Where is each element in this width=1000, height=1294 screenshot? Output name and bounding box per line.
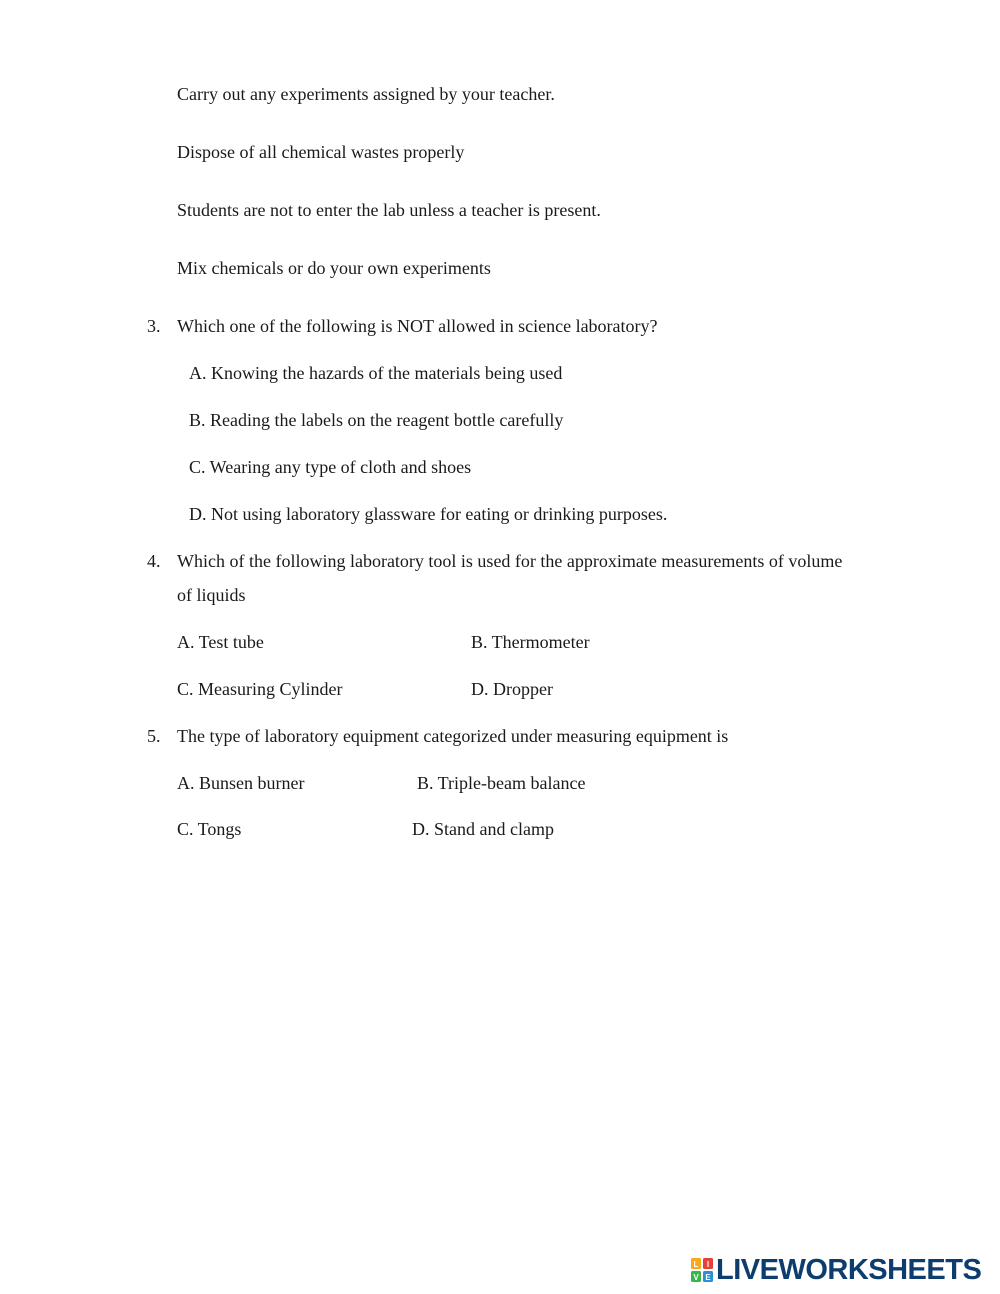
svg-text:V: V xyxy=(693,1273,699,1282)
liveworksheets-logo xyxy=(691,1255,981,1285)
question-number: 3. xyxy=(147,316,161,336)
option-c: C. Tongs xyxy=(177,819,242,839)
svg-text:L: L xyxy=(693,1260,699,1269)
question-text: Which of the following laboratory tool is used for the approximate measurements of volume xyxy=(177,551,843,571)
option-a: A. Knowing the hazards of the materials being used xyxy=(189,363,563,383)
option-text: Mix chemicals or do your own experiments xyxy=(177,258,491,278)
question-text-continued: of liquids xyxy=(177,585,246,605)
option-b: B. Thermometer xyxy=(471,632,590,652)
question-text: Which one of the following is NOT allowed in science laboratory? xyxy=(177,316,658,336)
option-a: A. Bunsen burner xyxy=(177,773,305,793)
liveworksheets-logo-icon xyxy=(691,1258,713,1282)
option-a: A. Test tube xyxy=(177,632,264,652)
option-d: D. Dropper xyxy=(471,679,553,699)
option-b: B. Triple-beam balance xyxy=(417,773,586,793)
option-d: D. Stand and clamp xyxy=(412,819,554,839)
option-text: Carry out any experiments assigned by your teacher. xyxy=(177,84,555,104)
svg-text:I: I xyxy=(706,1260,710,1269)
option-c: C. Measuring Cylinder xyxy=(177,679,343,699)
option-text: Dispose of all chemical wastes properly xyxy=(177,142,465,162)
svg-text:E: E xyxy=(705,1273,711,1282)
logo-text: LIVEWORKSHEETS xyxy=(716,1254,982,1286)
option-b: B. Reading the labels on the reagent bottle carefully xyxy=(189,410,564,430)
option-text: Students are not to enter the lab unless a teacher is present. xyxy=(177,200,601,220)
question-number: 5. xyxy=(147,726,161,746)
question-text: The type of laboratory equipment categorized under measuring equipment is xyxy=(177,726,729,746)
question-number: 4. xyxy=(147,551,161,571)
option-c: C. Wearing any type of cloth and shoes xyxy=(189,457,472,477)
option-d: D. Not using laboratory glassware for eating or drinking purposes. xyxy=(189,504,668,524)
